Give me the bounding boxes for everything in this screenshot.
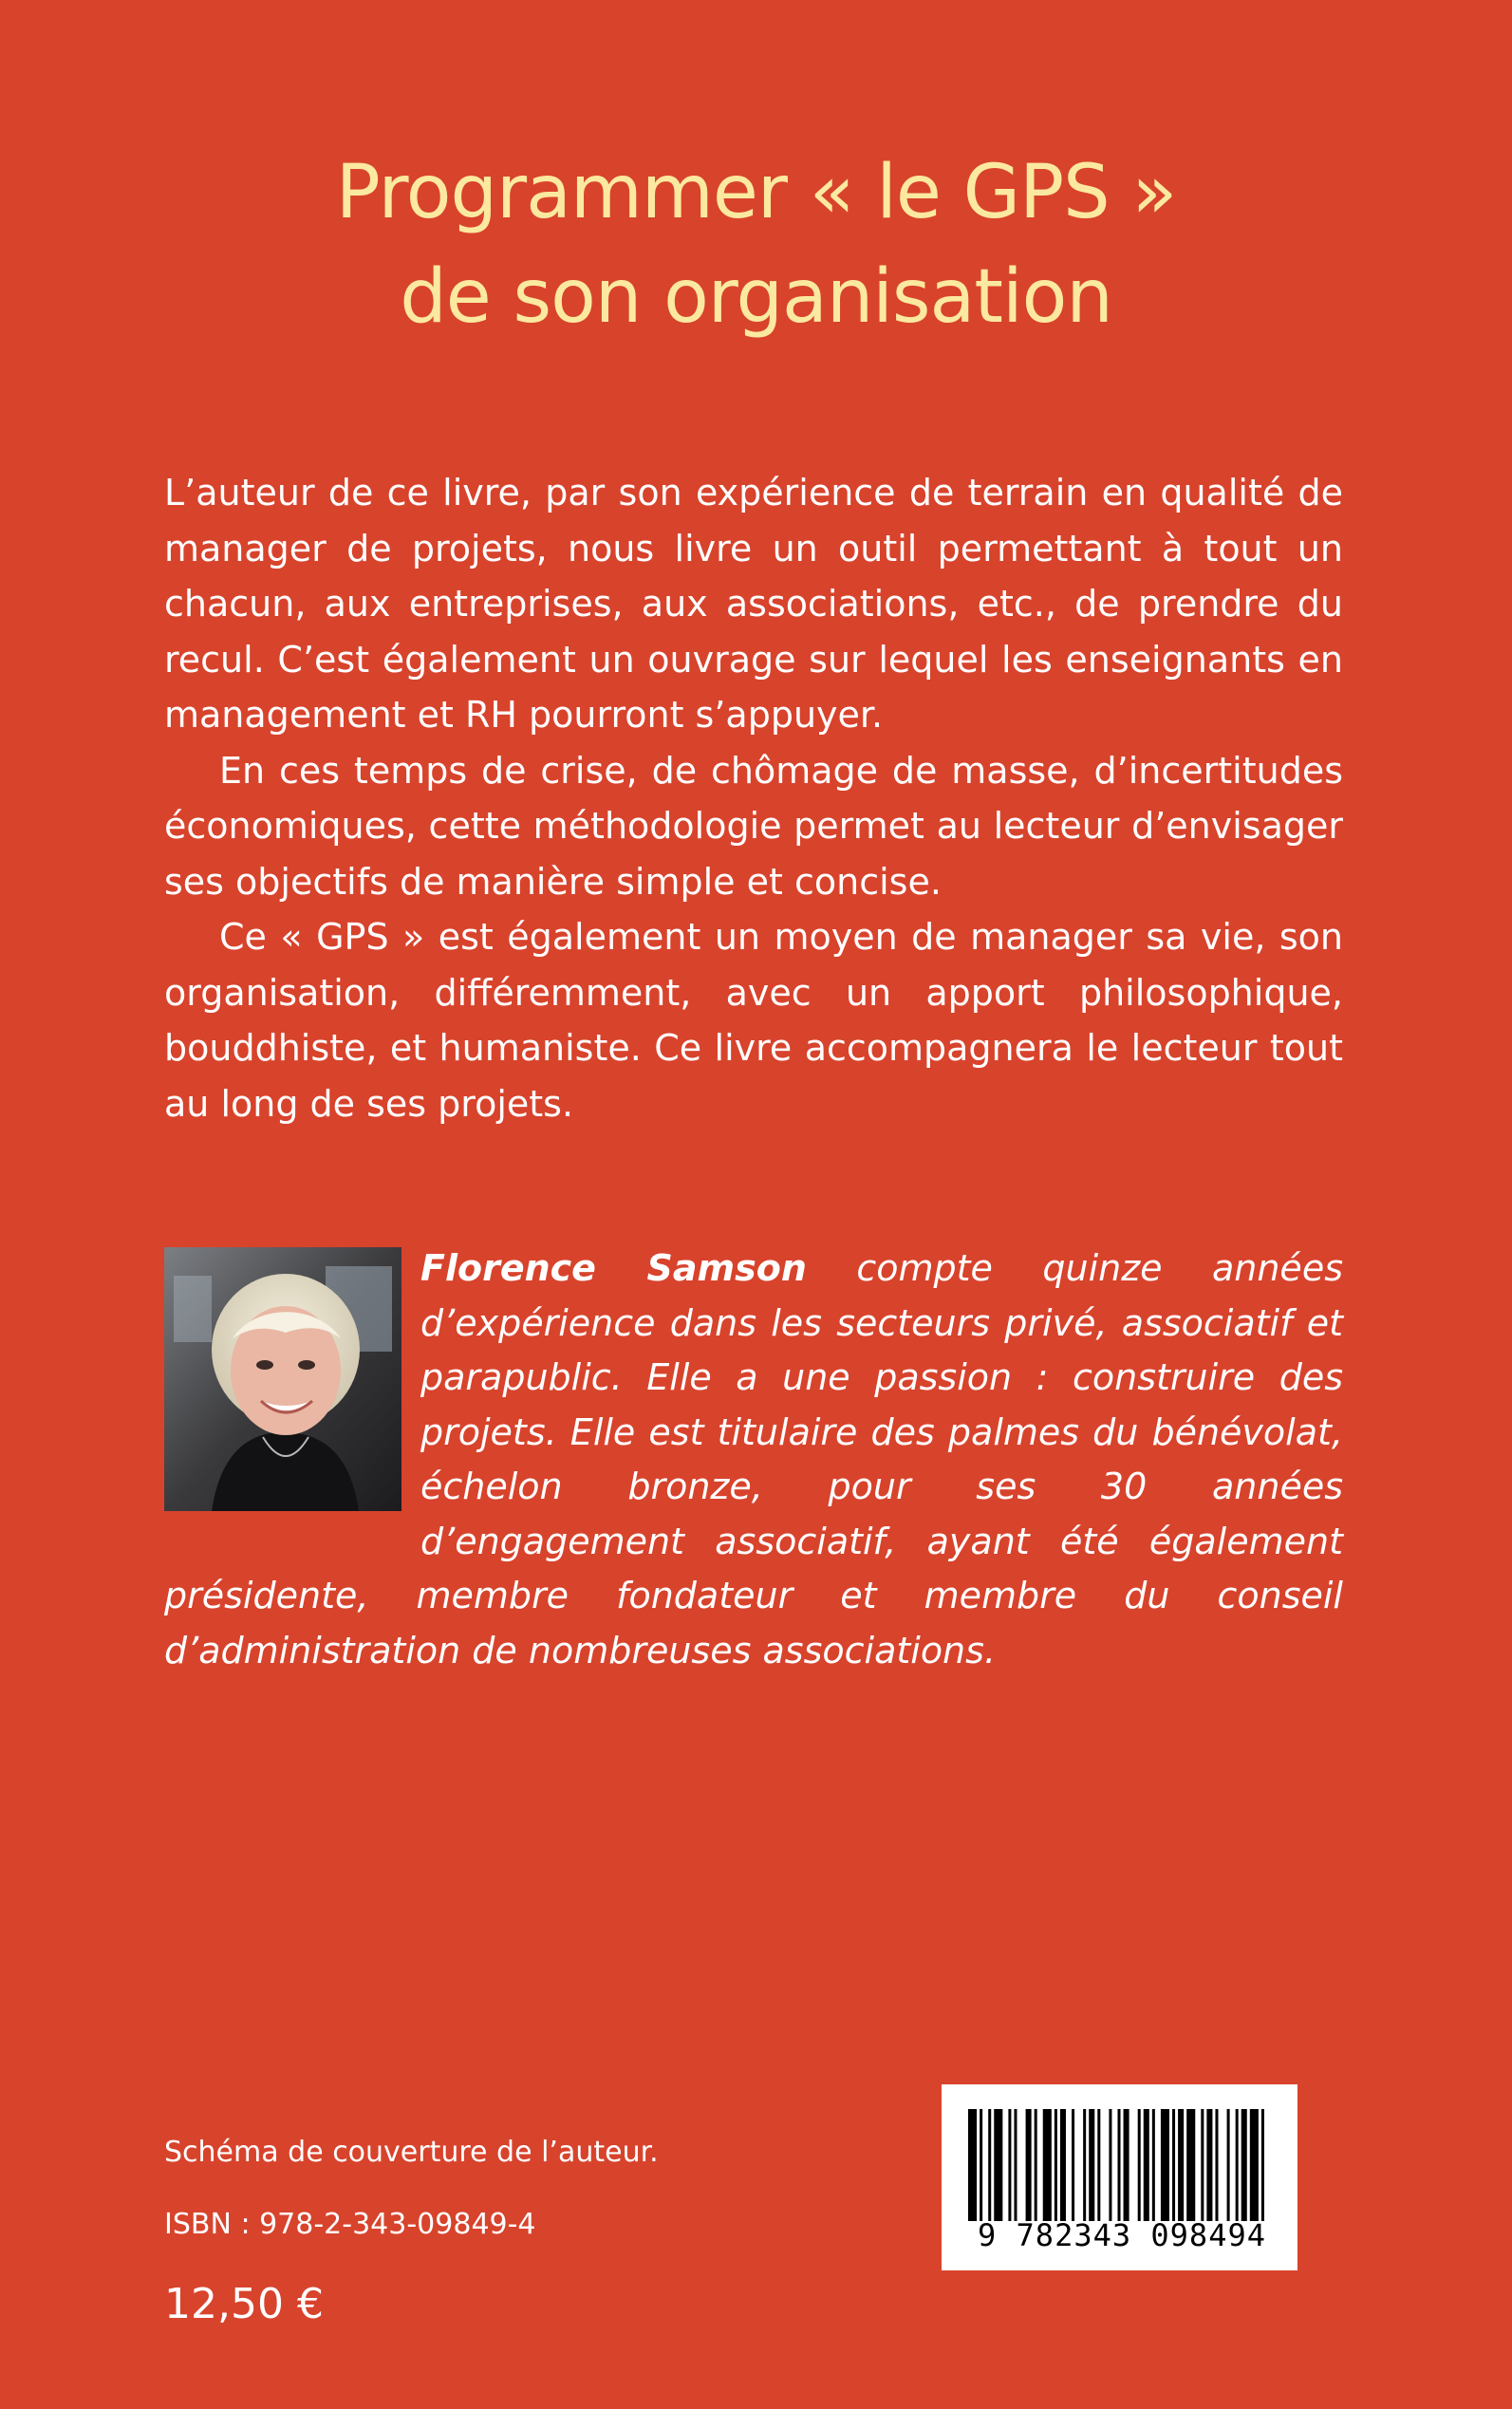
- author-bio-text: compte quinze années d’expérience dans les secteurs privé, associatif et parapublic. Elle a une passion : construire des projets. Elle est titulaire des palmes du bénévolat, échelon bronze, pour ses 30 années d’engagement associatif, ayant été également présidente, membre fondateur et membre du conseil d’administration de nombreuses associations.: [164, 1247, 1343, 1671]
- author-name: Florence Samson: [420, 1247, 807, 1289]
- book-title-line-1: Programmer « le GPS »: [335, 150, 1177, 235]
- book-title-line-2: de son organisation: [400, 254, 1112, 340]
- cover-credit: Schéma de couverture de l’auteur.: [164, 2136, 659, 2169]
- author-portrait-image: [164, 1247, 401, 1511]
- description-paragraph: Ce « GPS » est également un moyen de manager sa vie, son organisation, différemment, avec un apport philosophique, bouddhiste, et humaniste. Ce livre accompagnera le lecteur tout au long de ses projets.: [164, 916, 1343, 1125]
- isbn: ISBN : 978-2-343-09849-4: [164, 2208, 536, 2241]
- barcode-number: 9 782343 098494: [978, 2217, 1266, 2253]
- price: 12,50 €: [164, 2280, 324, 2328]
- book-description: [164, 465, 1343, 1131]
- description-paragraph: L’auteur de ce livre, par son expérience de terrain en qualité de manager de projets, nous livre un outil permettant à tout un chacun, aux entreprises, aux associations, etc., de prendre du recul. C’est également un ouvrage sur lequel les enseignants en management et RH pourront s’appuyer.: [164, 472, 1343, 736]
- author-photo: [164, 1247, 401, 1511]
- barcode-bars: [968, 2109, 1270, 2221]
- author-bio-block: [164, 1242, 1343, 1678]
- description-paragraph: En ces temps de crise, de chômage de masse, d’incertitudes économiques, cette méthodologie permet au lecteur d’envisager ses objectifs de manière simple et concise.: [164, 749, 1343, 903]
- barcode: [942, 2084, 1297, 2270]
- book-title: [0, 140, 1512, 349]
